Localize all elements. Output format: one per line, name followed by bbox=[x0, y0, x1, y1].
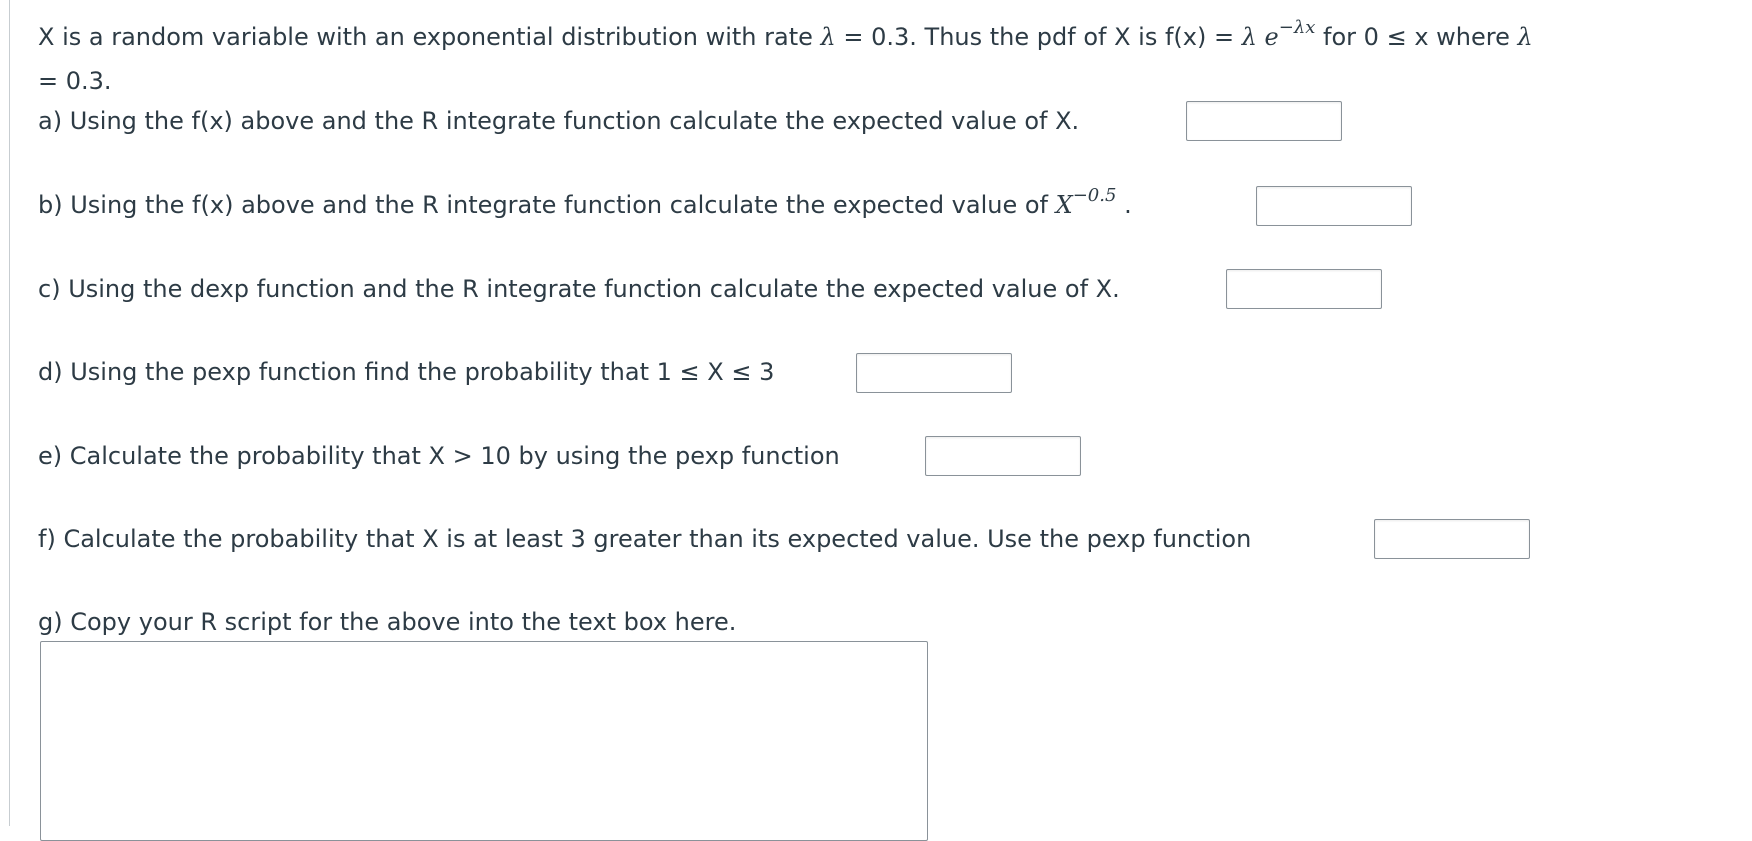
answer-b-input[interactable] bbox=[1256, 186, 1412, 226]
answer-e-input[interactable] bbox=[925, 436, 1081, 476]
question-c-text: c) Using the dexp function and the R integrate function calculate the expected value of X. bbox=[38, 275, 1120, 303]
question-d-text: d) Using the pexp function find the probability that 1 ≤ X ≤ 3 bbox=[38, 358, 775, 386]
question-f bbox=[38, 524, 1251, 554]
pdf-exponent: −λx bbox=[1278, 17, 1316, 38]
r-script-textarea[interactable] bbox=[40, 641, 928, 841]
lambda-symbol-end: λ bbox=[1517, 23, 1533, 51]
intro-line-1 bbox=[38, 17, 1533, 55]
question-e-text: e) Calculate the probability that X > 10 by using the pexp function bbox=[38, 442, 840, 470]
question-c bbox=[38, 274, 1120, 304]
question-b-text: b) Using the f(x) above and the R integrate function calculate the expected value of bbox=[38, 191, 1056, 219]
question-f-text: f) Calculate the probability that X is at least 3 greater than its expected value. Use the pexp function bbox=[38, 525, 1252, 553]
question-b-period: . bbox=[1116, 191, 1132, 219]
question-g bbox=[38, 607, 736, 637]
answer-d-input[interactable] bbox=[856, 353, 1012, 393]
intro-text-3: for 0 ≤ x where bbox=[1315, 23, 1518, 51]
intro-line-2 bbox=[38, 66, 112, 96]
pdf-lambda: λ bbox=[1241, 23, 1257, 51]
answer-a-input[interactable] bbox=[1186, 101, 1342, 141]
pdf-e: e bbox=[1256, 23, 1279, 51]
question-a-text: a) Using the f(x) above and the R integrate function calculate the expected value of X. bbox=[38, 107, 1080, 135]
question-b-variable: X bbox=[1055, 191, 1073, 219]
question-a bbox=[38, 106, 1079, 136]
intro-rate-value: = 0.3. bbox=[38, 67, 112, 95]
intro-text-1: X is a random variable with an exponential distribution with rate bbox=[38, 23, 821, 51]
question-d bbox=[38, 357, 774, 387]
answer-f-input[interactable] bbox=[1374, 519, 1530, 559]
question-b bbox=[38, 185, 1132, 223]
question-b-exponent: −0.5 bbox=[1072, 185, 1117, 206]
lambda-symbol: λ bbox=[820, 23, 836, 51]
question-g-text: g) Copy your R script for the above into the text box here. bbox=[38, 608, 737, 636]
question-e bbox=[38, 441, 840, 471]
left-border bbox=[9, 0, 10, 826]
answer-c-input[interactable] bbox=[1226, 269, 1382, 309]
intro-text-2: = 0.3. Thus the pdf of X is f(x) = bbox=[835, 23, 1242, 51]
